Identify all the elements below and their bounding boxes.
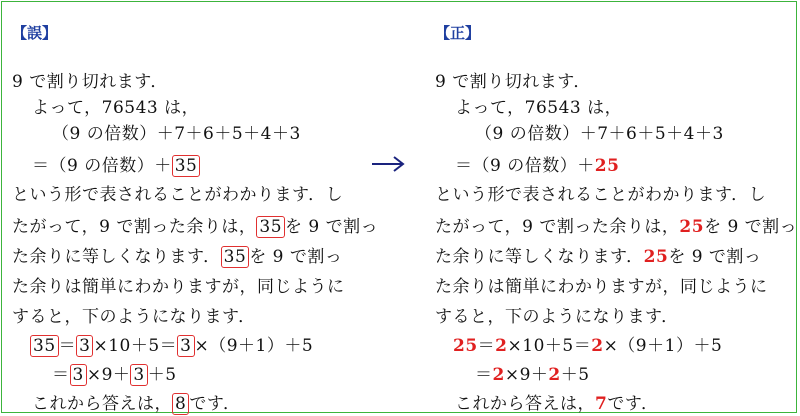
text-line	[32, 154, 200, 178]
text-span: ×10＋5＝	[93, 336, 178, 356]
corrected-value: 25	[643, 247, 669, 267]
text-span: ＝	[52, 365, 70, 385]
boxed-value: 35	[172, 155, 201, 177]
text-line: すると，下のようになります．	[435, 307, 679, 327]
corrected-value: 2	[492, 365, 505, 385]
text-span: を 9 で割っ	[285, 217, 379, 237]
text-line: という形で表されることがわかります．し	[435, 185, 767, 205]
text-span: ＝	[58, 336, 77, 356]
text-line: （9 の倍数）＋7＋6＋5＋4＋3	[475, 124, 724, 144]
text-span: ×9＋	[86, 365, 131, 385]
text-line: という形で表されることがわかります．し	[12, 185, 344, 205]
heading-incorrect: 【誤】	[12, 24, 58, 42]
panel-correct	[435, 2, 800, 414]
text-span: た余りに等しくなります．	[12, 247, 221, 267]
text-span: ×（9＋1）＋5	[194, 336, 314, 356]
boxed-answer: 8	[172, 393, 189, 415]
text-line	[455, 154, 619, 178]
boxed-value: 35	[30, 335, 59, 357]
text-line: すると，下のようになります．	[12, 307, 256, 327]
boxed-value: 3	[70, 364, 87, 386]
text-span: を 9 で割っ	[668, 247, 762, 267]
text-span: です．	[607, 394, 659, 414]
text-span: ＝	[477, 336, 496, 356]
boxed-value: 3	[177, 335, 194, 357]
text-span: ＋5	[560, 365, 590, 385]
equation-line	[475, 363, 590, 387]
text-span: これから答えは，	[455, 394, 595, 414]
text-line: 9 で割り切れます．	[435, 72, 591, 92]
content-frame	[1, 1, 797, 413]
text-line: よって，76543 は，	[32, 98, 200, 118]
text-line: た余りは簡単にわかりますが，同じように	[435, 277, 768, 297]
text-span: ＝（9 の倍数）＋	[455, 156, 595, 176]
text-span: ×（9＋1）＋5	[603, 336, 723, 356]
text-line: た余りは簡単にわかりますが，同じように	[12, 277, 345, 297]
text-line: 9 で割り切れます．	[12, 72, 168, 92]
text-line	[12, 215, 378, 239]
text-span: ＋5	[147, 365, 177, 385]
boxed-value: 35	[221, 246, 250, 268]
heading-correct: 【正】	[435, 24, 481, 42]
text-line	[12, 245, 342, 269]
text-line: よって，76543 は，	[455, 98, 623, 118]
equation-line	[30, 334, 313, 358]
text-span: た余りに等しくなります．	[435, 247, 644, 267]
corrected-value: 25	[594, 156, 620, 176]
text-span: たがって，9 で割った余りは，	[12, 217, 257, 237]
boxed-value: 3	[76, 335, 93, 357]
text-line	[435, 245, 761, 269]
text-line: （9 の倍数）＋7＋6＋5＋4＋3	[52, 124, 301, 144]
text-span: たがって，9 で割った余りは，	[435, 217, 680, 237]
text-span: ＝（9 の倍数）＋	[32, 156, 172, 176]
corrected-value: 2	[591, 336, 604, 356]
corrected-answer: 7	[595, 394, 608, 414]
corrected-value: 25	[453, 336, 478, 356]
boxed-value: 3	[130, 364, 147, 386]
equation-line	[453, 334, 722, 358]
text-span: です．	[189, 394, 241, 414]
text-span: これから答えは，	[32, 394, 172, 414]
corrected-value: 2	[548, 365, 561, 385]
panel-incorrect	[12, 2, 382, 414]
corrected-value: 2	[495, 336, 508, 356]
corrected-value: 25	[679, 217, 705, 237]
text-span: ＝	[475, 365, 493, 385]
text-span: を 9 で割っ	[704, 217, 798, 237]
text-line	[435, 215, 797, 239]
boxed-value: 35	[256, 216, 285, 238]
right-arrow-icon	[370, 154, 406, 174]
answer-line	[455, 392, 658, 416]
answer-line	[32, 392, 240, 416]
text-span: を 9 で割っ	[249, 247, 343, 267]
text-span: ×9＋	[504, 365, 549, 385]
equation-line	[52, 363, 177, 387]
text-span: ×10＋5＝	[507, 336, 592, 356]
